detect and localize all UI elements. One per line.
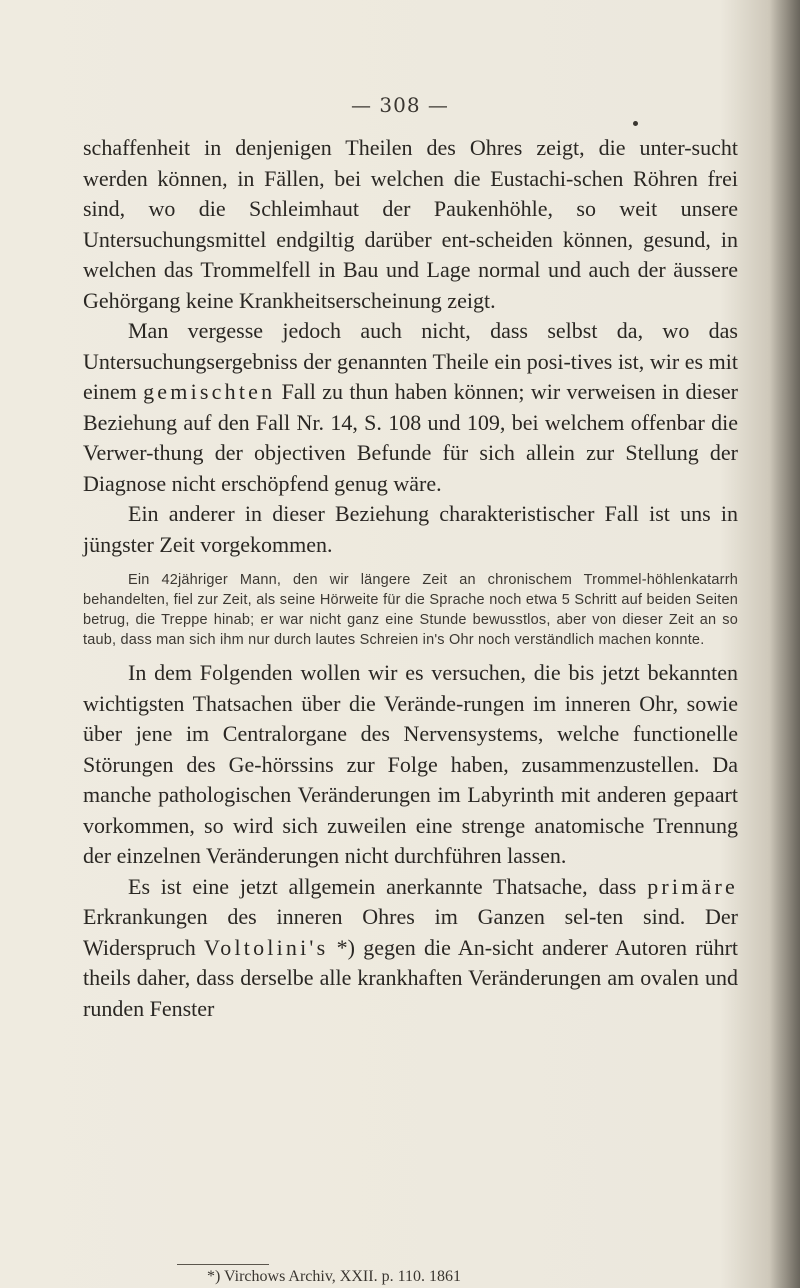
page-number: — 308 —	[351, 93, 449, 117]
paragraph-5-start: Es ist eine jetzt allgemein anerkannte Thatsache, dass	[128, 873, 637, 899]
page-edge-shadow	[770, 0, 800, 1288]
paragraph-2-start: Man vergesse jedoch auch nicht, dass selbst da, wo das Untersuchungsergebniss der genannten Theile ein posi-tives ist, wir es mit einem	[83, 318, 738, 404]
paragraph-5	[83, 872, 738, 1025]
footnote-rule	[177, 1264, 269, 1265]
paragraph-4: In dem Folgenden wollen wir es versuchen, die bis jetzt bekannten wichtigsten Thatsachen über die Verände-rungen im inneren Ohr, sowie über jene im Centralorgane des Nervensystems, welche functionelle Störungen des Ge-hörssins zur Folge haben, zusammenzustellen. Da manche pathologischen Veränderungen im Labyrinth mit anderen gepaart vorkommen, so wird sich zuweilen eine strenge anatomische Trennung der einzelnen Veränderungen nicht durchführen lassen.	[83, 660, 738, 868]
emphasis-gemischten: gemischten	[143, 379, 276, 404]
case-report: Ein 42jähriger Mann, den wir längere Zeit an chronischem Trommel-höhlenkatarrh behandelten, fiel zur Zeit, als seine Hörweite für die Sprache noch etwa 5 Schritt auf beiden Seiten betrug, die Treppe hinab; er war nicht ganz eine Stunde bewusstlos, aber von dieser Zeit an so taub, dass man sich ihm nur durch lautes Schreien in's Ohr noch verständlich machen konnte.	[83, 572, 738, 648]
body-text	[83, 133, 738, 1024]
paragraph-2	[83, 316, 738, 499]
paragraph-3: Ein anderer in dieser Beziehung charakteristischer Fall ist uns in jüngster Zeit vorgekommen.	[83, 501, 738, 557]
footnote: *) Virchows Archiv, XXII. p. 110. 1861	[207, 1268, 461, 1285]
paragraph-5-middle: Erkrankungen des inneren Ohres im Ganzen sel-ten sind. Der Widerspruch	[83, 904, 738, 960]
paragraph-5-end: *) gegen die An-sicht anderer Autoren rührt theils daher, dass derselbe alle krankhaften Veränderungen am ovalen und runden Fenster	[83, 934, 739, 1021]
emphasis-primaere: primäre	[647, 873, 738, 899]
ink-speck	[633, 121, 638, 126]
paragraph-1: schaffenheit in denjenigen Theilen des Ohres zeigt, die unter-sucht werden können, in Fällen, bei welchen die Eustachi-schen Röhren frei sind, wo die Schleimhaut der Paukenhöhle, so weit unsere Untersuchungsmittel endgiltig darüber ent-scheiden können, gesund, in welchen das Trommelfell in Bau und Lage normal und auch der äussere Gehörgang keine Krankheitserscheinung zeigt.	[83, 135, 738, 313]
paragraph-2-end: Fall zu thun haben können; wir verweisen in dieser Beziehung auf den Fall Nr. 14, S. 108 und 109, bei welchem offenbar die Verwer-thung der objectiven Befunde für sich allein zur Stellung der Diagnose nicht erschöpfend genug wäre.	[83, 379, 739, 496]
emphasis-voltolini: Voltolini's	[204, 934, 329, 960]
